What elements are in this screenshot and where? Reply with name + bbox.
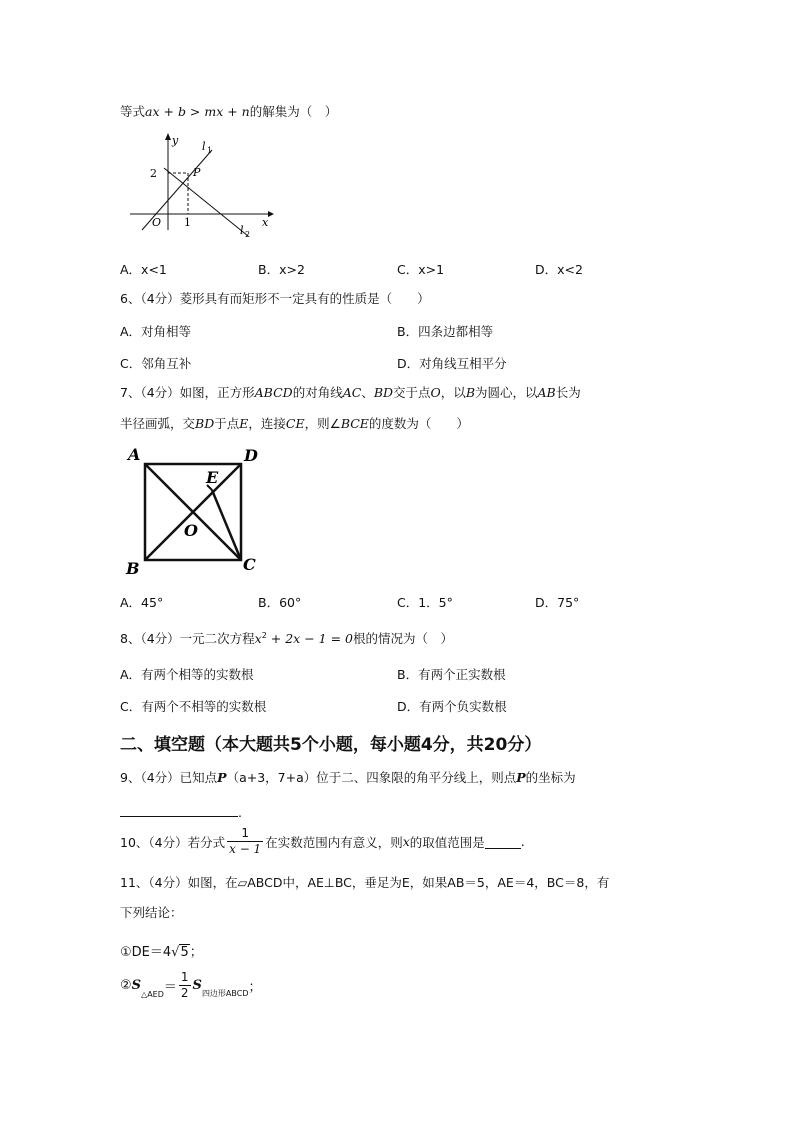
q9-text-c: 的坐标为	[525, 770, 576, 785]
q8-stem	[120, 628, 453, 647]
q11-c2-marker: ②	[120, 978, 132, 993]
q7-point-b: B	[465, 385, 475, 400]
q7-stem-line1	[120, 385, 581, 401]
vertex-b: B	[126, 559, 140, 578]
q6-option-d[interactable]: D．对角线互相平分	[397, 356, 507, 371]
label-l1-sub: 1	[207, 146, 213, 155]
q6-option-b[interactable]: B．四条边都相等	[397, 324, 494, 339]
q5-option-b[interactable]: B．x>2	[258, 262, 305, 277]
q7-option-d[interactable]: D．75°	[535, 595, 580, 610]
q7-square-name: ABCD	[254, 385, 293, 400]
q8-option-d[interactable]: D．有两个负实数根	[397, 699, 507, 714]
label-p: P	[193, 166, 201, 179]
q10-fraction	[227, 826, 263, 857]
q7-text-e: 为圆心，以	[475, 385, 538, 400]
q7-option-a[interactable]: A．45°	[120, 595, 164, 610]
label-x: x	[262, 216, 269, 229]
q7-text-h: 于点	[214, 416, 240, 431]
q7-text-j: ，则∠	[304, 416, 341, 431]
q11-c2-end: ；	[248, 980, 262, 995]
label-two: 2	[150, 167, 157, 180]
line-l2	[164, 168, 248, 236]
q11-c1-text: ①DE＝4	[120, 945, 172, 960]
label-one: 1	[184, 216, 191, 229]
x-axis-arrow	[268, 211, 274, 217]
q7-diagonal-bd-2: BD	[195, 416, 215, 431]
q11-conclusion-2	[120, 970, 262, 1001]
q5-inequality: ax + b > mx + n	[145, 104, 250, 119]
q10-text-c: 的取值范围是	[409, 834, 485, 850]
q5-stem-prefix: 等式	[120, 104, 146, 119]
q5-linear-graph	[120, 130, 280, 242]
q8-eq-exponent: 2	[261, 631, 267, 640]
q7-option-c[interactable]: C．1．5°	[397, 595, 453, 610]
q10-stem	[120, 826, 525, 857]
q8-option-b[interactable]: B．有两个正实数根	[397, 667, 506, 682]
point-e: E	[206, 468, 219, 487]
q6-stem: 6、（4分）菱形具有而矩形不一定具有的性质是（ ）	[120, 291, 430, 306]
q11-c2-fraction	[179, 970, 191, 1001]
q7-text-a: 7、（4分）如图，正方形	[120, 385, 255, 400]
q5-stem-suffix: 的解集为（ ）	[249, 104, 338, 119]
q11-c2-sub-abcd: 四边形ABCD	[201, 989, 249, 998]
q10-fraction-denominator: x − 1	[229, 842, 262, 856]
q9-point-p-2: P	[516, 770, 526, 785]
q6-option-c[interactable]: C．邻角互补	[120, 356, 192, 371]
q7-text-d: ，以	[440, 385, 466, 400]
q5-option-d[interactable]: D．x<2	[535, 262, 583, 277]
sqrt-icon: √	[171, 945, 180, 960]
q7-square-figure	[118, 440, 278, 580]
vertex-a: A	[128, 445, 141, 464]
q7-option-b[interactable]: B．60°	[258, 595, 302, 610]
q11-stem-line1: 11、（4分）如图，在▱ABCD中，AE⊥BC，垂足为E，如果AB＝5，AE＝4，BC＝8，有	[120, 875, 610, 890]
q11-c1-end: ；	[189, 945, 203, 960]
q9-stem	[120, 770, 576, 786]
q9-answer-blank[interactable]	[120, 802, 238, 817]
q9-answer	[120, 802, 242, 820]
q5-stem	[120, 104, 337, 120]
q8-text-b: 根的情况为（ ）	[352, 631, 453, 647]
q11-c2-equals: ＝	[163, 980, 177, 995]
q7-point-o: O	[430, 385, 441, 400]
q10-text-a: 10、（4分）若分式	[120, 834, 226, 850]
q10-text-b: 在实数范围内有意义，则	[265, 834, 403, 850]
section-title-fill-in: 二、填空题（本大题共5个小题，每小题4分，共20分）	[120, 735, 542, 755]
q11-stem-line2: 下列结论：	[120, 905, 183, 920]
label-l2-sub: 2	[245, 230, 251, 239]
point-o: O	[184, 521, 198, 540]
q11-c2-numerator: 1	[180, 970, 189, 984]
q7-text-i: ，连接	[248, 416, 286, 431]
label-l1: l	[202, 140, 206, 153]
q8-eq-x: x	[254, 631, 262, 647]
q11-c2-sub-aed: △AED	[141, 990, 164, 999]
q7-diagonal-bd: BD	[373, 385, 394, 400]
q11-conclusion-1	[120, 941, 203, 960]
q7-text-k: 的度数为（ ）	[368, 416, 469, 431]
q7-angle-bce: BCE	[340, 416, 369, 431]
q7-stem-line2	[120, 416, 469, 432]
q8-text-a: 8、（4分）一元二次方程	[120, 631, 255, 647]
label-origin: O	[152, 216, 162, 229]
q5-option-c[interactable]: C．x>1	[397, 262, 445, 277]
q9-text-b: （a+3，7+a）位于二、四象限的角平分线上，则点	[226, 770, 517, 785]
segment-ce	[212, 490, 241, 560]
q9-text-a: 9、（4分）已知点	[120, 770, 218, 785]
q5-option-a[interactable]: A．x<1	[120, 262, 167, 277]
q8-option-c[interactable]: C．有两个不相等的实数根	[120, 699, 267, 714]
q8-option-a[interactable]: A．有两个相等的实数根	[120, 667, 254, 682]
vertex-c: C	[243, 555, 256, 574]
y-axis-arrow	[165, 133, 171, 140]
q11-c1-radicand: 5	[180, 945, 189, 960]
q8-eq-rest: + 2x − 1 = 0	[266, 631, 353, 647]
q10-fraction-numerator: 1	[227, 826, 263, 842]
vertex-d: D	[244, 446, 258, 465]
q7-text-f: 长为	[555, 385, 581, 400]
q10-variable-x: x	[402, 834, 410, 849]
q6-option-a[interactable]: A．对角相等	[120, 324, 192, 339]
label-y: y	[172, 134, 179, 147]
q10-period: .	[520, 834, 525, 849]
q11-c2-s: S	[131, 978, 142, 993]
q7-diagonal-ac: AC	[342, 385, 362, 400]
q7-text-b: 的对角线	[292, 385, 343, 400]
q7-text-g: 半径画弧，交	[120, 416, 196, 431]
q7-point-e: E	[239, 416, 249, 431]
q10-answer-blank[interactable]	[485, 834, 521, 849]
q11-c2-denominator: 2	[180, 986, 189, 1000]
q7-segment-ab: AB	[537, 385, 556, 400]
label-l2: l	[240, 224, 244, 237]
q9-period: .	[238, 805, 242, 820]
q9-point-p: P	[217, 770, 227, 785]
q11-c2-s-2: S	[192, 978, 202, 993]
q7-sep: 、	[361, 385, 374, 400]
q7-text-c: 交于点	[393, 385, 431, 400]
q7-segment-ce: CE	[285, 416, 305, 431]
